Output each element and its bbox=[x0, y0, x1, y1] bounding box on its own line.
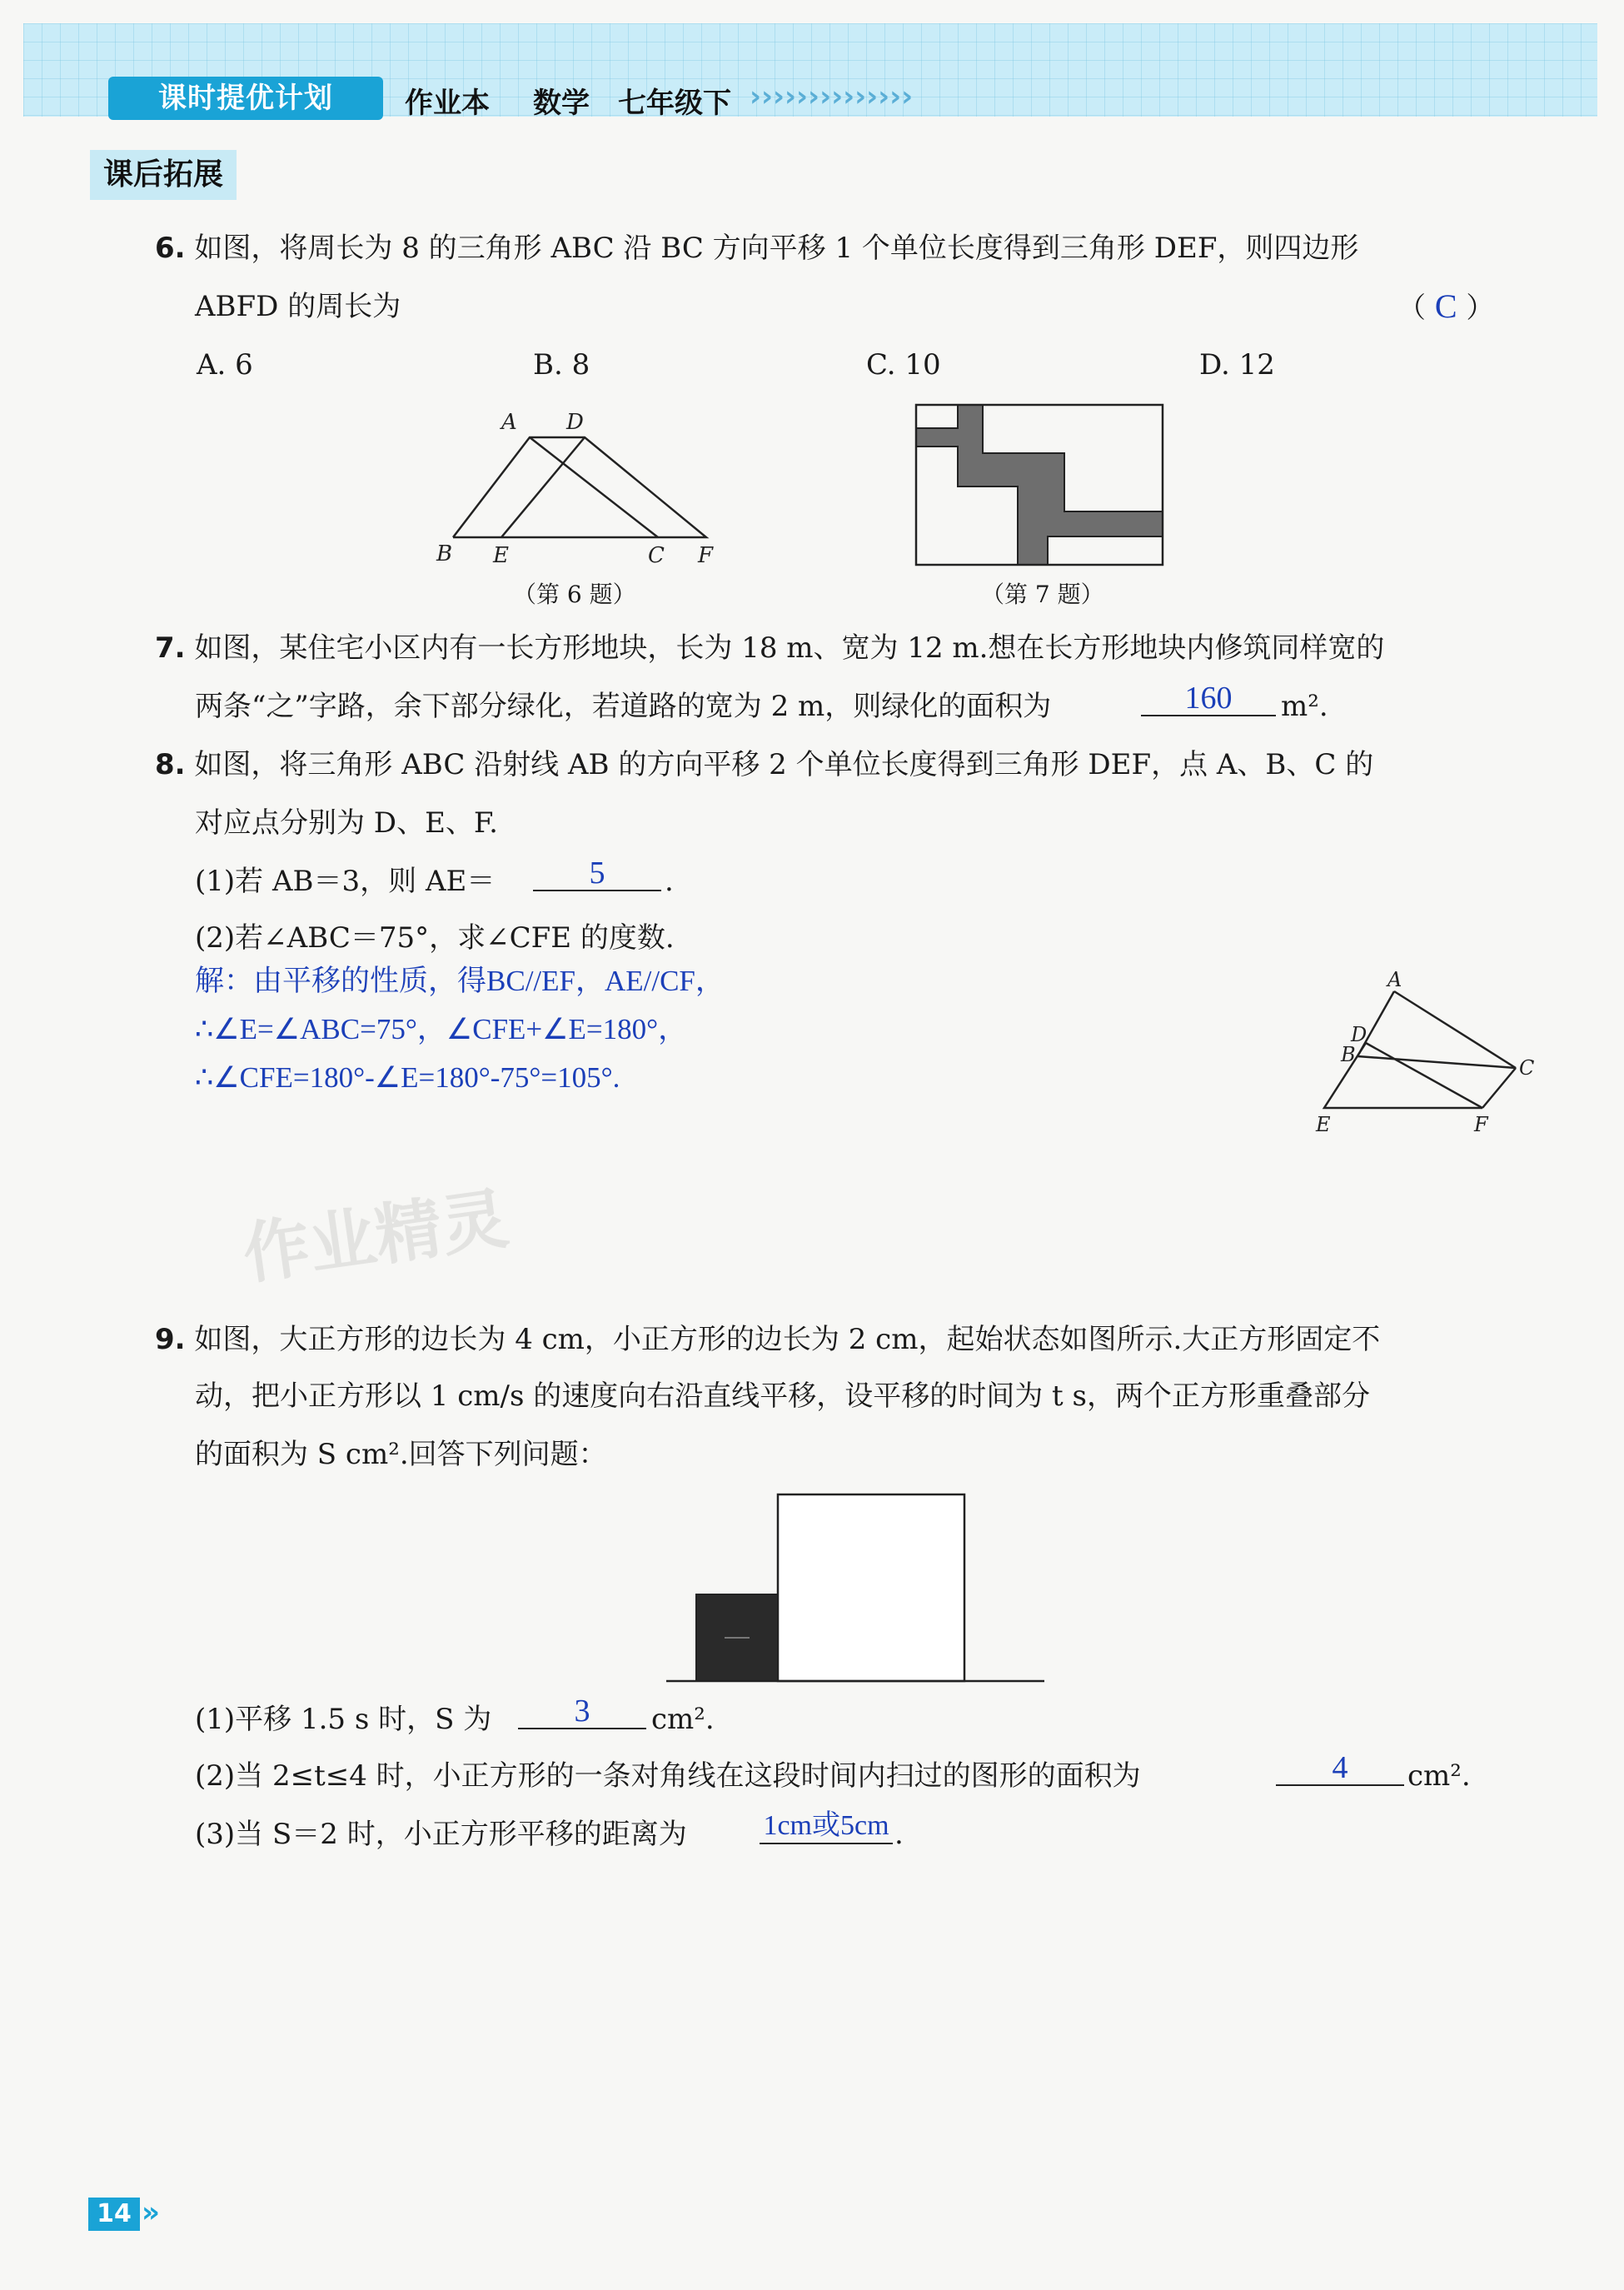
q6-option-a: A. 6 bbox=[197, 348, 253, 382]
q7-number: 7. bbox=[155, 631, 186, 665]
q8-part1-end: . bbox=[665, 865, 674, 898]
q9-answer3-blank: 1cm或5cm bbox=[760, 1809, 893, 1844]
fig8-triangle-abc bbox=[1357, 991, 1516, 1068]
grade: 七年级下 bbox=[618, 87, 731, 120]
fig8-label-b: B bbox=[1341, 1043, 1356, 1066]
fig6-caption: （第 6 题） bbox=[513, 581, 636, 608]
q8-solution-3: ∴∠CFE=180°-∠E=180°-75°=105°. bbox=[195, 1061, 620, 1094]
fig6-de bbox=[501, 437, 585, 537]
q9-line1 bbox=[155, 1321, 1380, 1358]
arrows-decoration: ›››››››››››››› bbox=[750, 80, 914, 113]
q8-answer1-blank: 5 bbox=[533, 856, 661, 891]
fig7-caption: （第 7 题） bbox=[981, 581, 1104, 608]
q8-number: 8. bbox=[155, 748, 186, 781]
fig6-label-f: F bbox=[698, 543, 714, 568]
q8-line1 bbox=[155, 746, 1373, 783]
q6-option-b: B. 8 bbox=[533, 348, 590, 382]
q9-text-1: 如图，大正方形的边长为 4 cm，小正方形的边长为 2 cm，起始状态如图所示.大正方形固定不 bbox=[194, 1323, 1381, 1356]
q9-answer2-blank: 4 bbox=[1276, 1751, 1404, 1786]
q6-line1 bbox=[155, 230, 1358, 267]
q7-unit: m². bbox=[1281, 690, 1328, 723]
fig8-label-e: E bbox=[1316, 1113, 1331, 1136]
q6-text-1: 如图，将周长为 8 的三角形 ABC 沿 BC 方向平移 1 个单位长度得到三角形 DEF，则四边形 bbox=[194, 232, 1359, 265]
fig6-quad bbox=[453, 437, 706, 537]
q6-answer-paren bbox=[1397, 288, 1494, 327]
q9-part3: (3)当 S＝2 时，小正方形平移的距离为 bbox=[195, 1818, 687, 1851]
fig8-label-c: C bbox=[1519, 1056, 1535, 1080]
q6-option-c: C. 10 bbox=[866, 348, 941, 382]
book-type: 作业本 bbox=[405, 87, 490, 120]
q8-text-2: 对应点分别为 D、E、F. bbox=[195, 806, 498, 840]
brand-label: 课时提优计划 bbox=[108, 77, 383, 120]
q9-part1: (1)平移 1.5 s 时，S 为 bbox=[195, 1703, 492, 1736]
fig6-label-d: D bbox=[566, 410, 584, 435]
fig8-df bbox=[1366, 1043, 1482, 1108]
subject: 数学 bbox=[533, 87, 590, 120]
page-number: 14 bbox=[88, 2198, 140, 2231]
page-arrow-icon: » bbox=[142, 2196, 160, 2229]
q7-answer-blank: 160 bbox=[1141, 681, 1276, 716]
fig6-ac bbox=[530, 437, 658, 537]
q8-part1: (1)若 AB＝3，则 AE＝ bbox=[195, 865, 496, 898]
fig6-label-e: E bbox=[493, 543, 509, 568]
fig8-label-d: D bbox=[1351, 1023, 1367, 1046]
fig8-label-f: F bbox=[1474, 1113, 1488, 1136]
q9-answer1-blank: 3 bbox=[518, 1694, 646, 1729]
q6-number: 6. bbox=[155, 232, 186, 265]
q9-part3-end: . bbox=[894, 1818, 904, 1851]
q9-part1-unit: cm². bbox=[651, 1703, 715, 1736]
figure-7 bbox=[914, 403, 1164, 568]
fig7-road bbox=[916, 405, 1163, 565]
q8-solution-2: ∴∠E=∠ABC=75°，∠CFE+∠E=180°， bbox=[195, 1013, 688, 1045]
q9-part2: (2)当 2≤t≤4 时，小正方形的一条对角线在这段时间内扫过的图形的面积为 bbox=[195, 1759, 1141, 1793]
q9-text-3: 的面积为 S cm².回答下列问题： bbox=[195, 1438, 607, 1471]
q7-text-2: 两条“之”字路，余下部分绿化，若道路的宽为 2 m，则绿化的面积为 bbox=[195, 690, 1052, 723]
section-title: 课后拓展 bbox=[90, 150, 237, 200]
q6-option-d: D. 12 bbox=[1199, 348, 1275, 382]
q6-answer: C bbox=[1434, 287, 1457, 325]
q8-part2: (2)若∠ABC＝75°，求∠CFE 的度数. bbox=[195, 921, 675, 955]
fig6-label-c: C bbox=[648, 543, 665, 568]
q9-text-2: 动，把小正方形以 1 cm/s 的速度向右沿直线平移，设平移的时间为 t s，两个正方形重叠部分 bbox=[195, 1379, 1370, 1413]
paren-open: （ bbox=[1397, 292, 1426, 325]
q8-solution-1: 解：由平移的性质，得BC//EF，AE//CF， bbox=[195, 965, 725, 997]
figure-6 bbox=[433, 404, 733, 571]
fig6-label-b: B bbox=[436, 541, 453, 566]
q8-text-1: 如图，将三角形 ABC 沿射线 AB 的方向平移 2 个单位长度得到三角形 DEF，点 A、B、C 的 bbox=[194, 748, 1374, 781]
fig9-large-square bbox=[778, 1494, 964, 1681]
watermark: 作业精灵 bbox=[238, 1180, 513, 1294]
fig8-cf bbox=[1482, 1068, 1516, 1108]
q7-line1 bbox=[155, 630, 1384, 666]
q9-part2-unit: cm². bbox=[1407, 1759, 1471, 1793]
paren-close: ） bbox=[1466, 292, 1495, 325]
q9-number: 9. bbox=[155, 1323, 186, 1356]
fig6-label-a: A bbox=[501, 410, 517, 435]
q7-text-1: 如图，某住宅小区内有一长方形地块，长为 18 m、宽为 12 m.想在长方形地块内修筑同样宽的 bbox=[194, 631, 1385, 665]
figure-8 bbox=[1308, 966, 1535, 1141]
figure-9 bbox=[666, 1489, 1049, 1689]
q6-text-2: ABFD 的周长为 bbox=[195, 290, 401, 323]
fig8-label-a: A bbox=[1387, 968, 1402, 991]
